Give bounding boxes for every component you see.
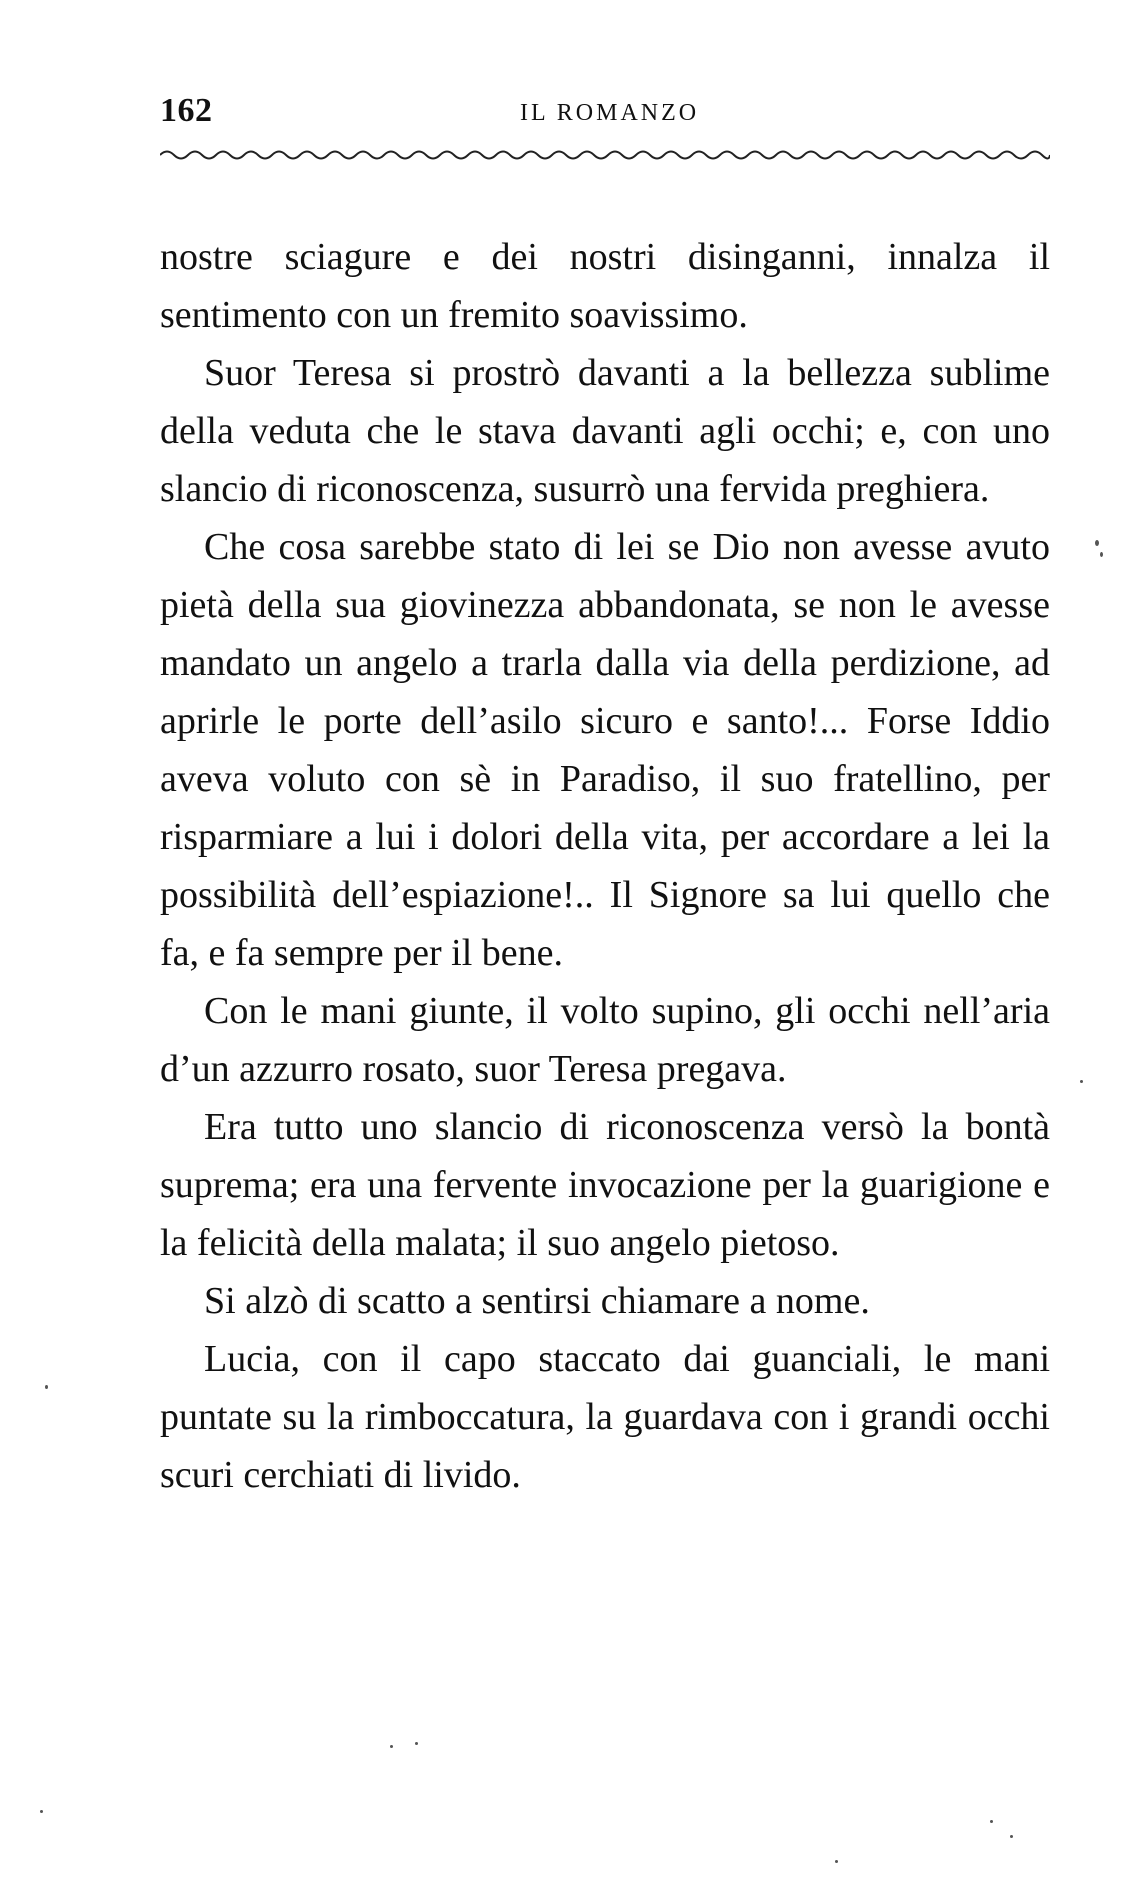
paragraph-3: Che cosa sarebbe stato di lei se Dio non avesse avuto pietà della sua giovinezza abbandonata, se non le avesse mandato un angelo a trarla dalla via della perdizione, ad aprirle le porte dell’asilo sicuro e santo!... Forse Iddio aveva voluto con sè in Paradiso, il suo fratellino, per risparmiare a lui i dolori della vita, per accordare a lei la possibilità dell’espiazione!.. Il Signore sa lui quello che fa, e fa sempre per il bene. bbox=[160, 526, 1050, 974]
paragraph-1: nostre sciagure e dei nostri disinganni, innalza il sentimento con un fremito soavissimo. bbox=[160, 236, 1050, 336]
scan-speck bbox=[390, 1745, 393, 1748]
body-text bbox=[160, 228, 1050, 1504]
running-title: IL ROMANZO bbox=[520, 100, 700, 126]
scan-speck bbox=[1080, 1080, 1083, 1083]
paragraph-4: Con le mani giunte, il volto supino, gli occhi nell’aria d’un azzurro rosato, suor Teresa pregava. bbox=[160, 990, 1050, 1090]
scan-speck bbox=[40, 1810, 43, 1813]
scan-speck bbox=[990, 1820, 993, 1823]
scan-speck bbox=[415, 1742, 418, 1745]
page-header bbox=[160, 92, 1050, 142]
wavy-header-rule bbox=[160, 148, 1050, 162]
page-number: 162 bbox=[160, 92, 213, 129]
paragraph-5: Era tutto uno slancio di riconoscenza versò la bontà suprema; era una fervente invocazione per la guarigione e la felicità della malata; il suo angelo pietoso. bbox=[160, 1106, 1050, 1264]
scan-speck bbox=[835, 1860, 838, 1863]
scan-speck bbox=[1095, 540, 1099, 546]
scan-speck bbox=[45, 1385, 48, 1389]
paragraph-2: Suor Teresa si prostrò davanti a la bellezza sublime della veduta che le stava davanti agli occhi; e, con uno slancio di riconoscenza, susurrò una fervida preghiera. bbox=[160, 352, 1050, 510]
scan-speck bbox=[1010, 1835, 1013, 1838]
scan-speck bbox=[1100, 552, 1103, 557]
paragraph-6: Si alzò di scatto a sentirsi chiamare a nome. bbox=[204, 1280, 870, 1322]
paragraph-7: Lucia, con il capo staccato dai guanciali, le mani puntate su la rimboccatura, la guardava con i grandi occhi scuri cerchiati di livido. bbox=[160, 1338, 1050, 1496]
